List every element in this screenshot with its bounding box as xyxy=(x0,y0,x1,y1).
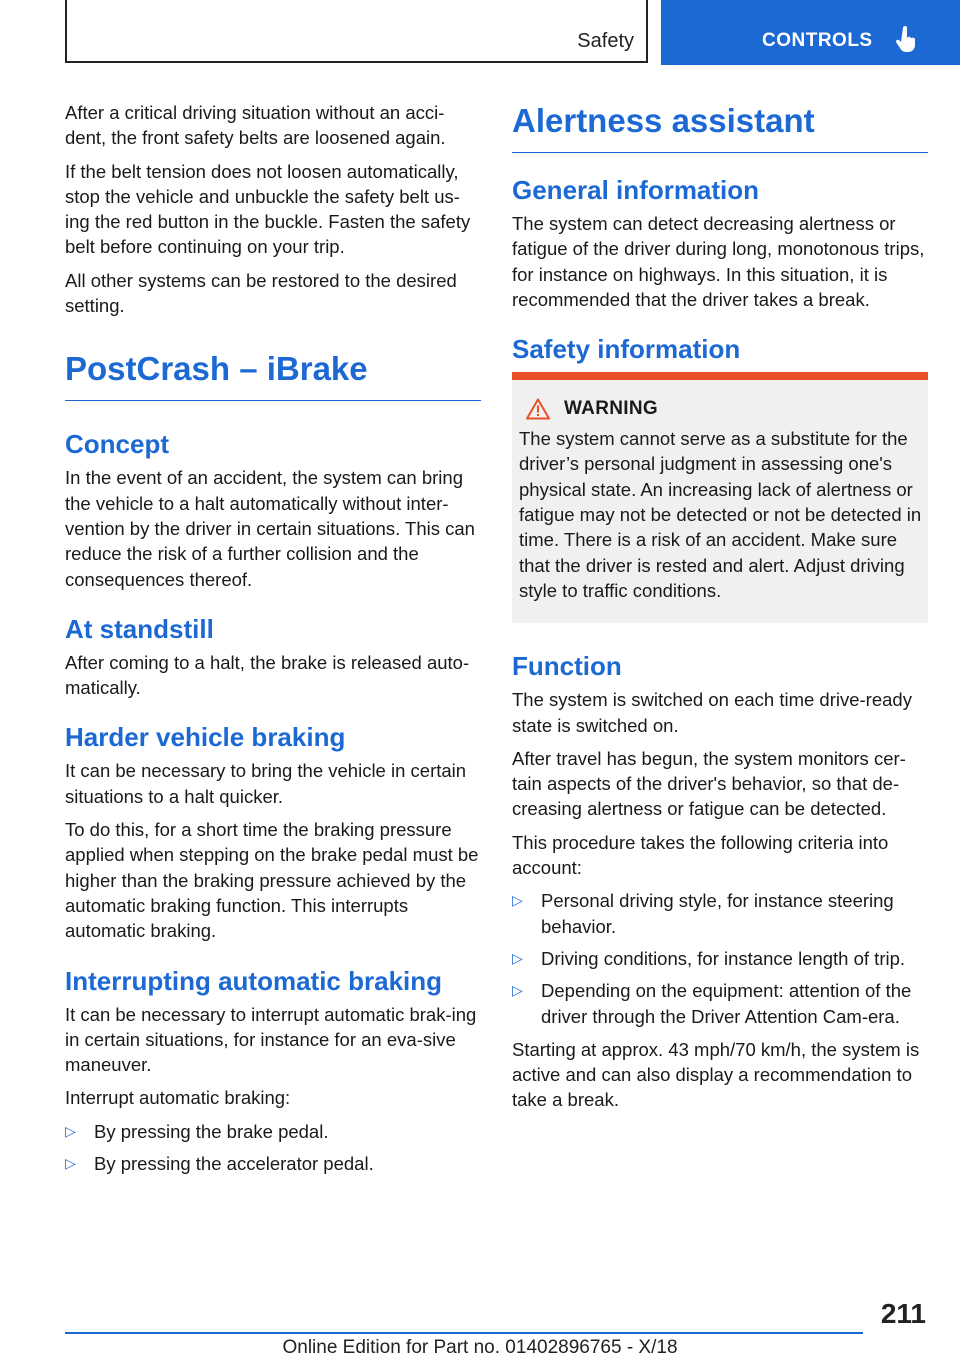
bullet-triangle-icon: ▷ xyxy=(512,892,523,909)
harder-braking-heading: Harder vehicle braking xyxy=(65,722,346,753)
interrupt-braking-text: It can be necessary to interrupt automatic brak-ing in certain situations, for instance for an eva-sive maneuver. xyxy=(65,1003,477,1076)
alertness-title: Alertness assistant xyxy=(512,102,928,153)
page-number: 211 xyxy=(880,1298,926,1329)
harder-braking-text: It can be necessary to bring the vehicle in certain situations to a halt quicker. xyxy=(65,760,467,807)
left-column xyxy=(65,100,481,1184)
list-item xyxy=(512,978,928,1029)
warning-title: WARNING xyxy=(564,398,658,420)
intro-paragraph: All other systems can be restored to the desired setting. xyxy=(65,269,457,317)
warning-box xyxy=(512,372,928,623)
right-column xyxy=(512,100,928,1121)
list-item-text: By pressing the brake pedal. xyxy=(94,1120,329,1142)
list-item-text: Depending on the equipment: attention of the driver through the Driver Attention Cam-era. xyxy=(541,980,912,1027)
bullet-triangle-icon: ▷ xyxy=(512,949,523,966)
intro-paragraph: If the belt tension does not loosen automatically, stop the vehicle and unbuckle the safety belt us-ing the red button in the buckle. Fasten the safety belt before continuing on your trip. xyxy=(65,160,471,258)
list-item xyxy=(512,888,928,939)
postcrash-title: PostCrash – iBrake xyxy=(65,350,481,401)
function-heading: Function xyxy=(512,651,622,682)
footer-divider xyxy=(65,1332,863,1334)
warning-text: The system cannot serve as a substitute for the driver’s personal judgment in assessing one's physical state. An increasing lack of alertness or fatigue may not be detected or not be detected in time. There is a risk of an accident. Make sure that the driver is rested and alert. Adjust driving style to traffic conditions. xyxy=(519,428,922,601)
chapter-tab[interactable] xyxy=(661,0,960,65)
chapter-tab-label: CONTROLS xyxy=(762,30,873,51)
concept-heading: Concept xyxy=(65,429,169,460)
interrupt-braking-text: Interrupt automatic braking: xyxy=(65,1087,291,1109)
section-title: Safety xyxy=(577,30,634,52)
interrupt-list xyxy=(65,1119,481,1177)
warning-triangle-icon xyxy=(526,398,550,420)
list-item xyxy=(512,946,928,971)
function-text: After travel has begun, the system monitors cer-tain aspects of the driver's behavior, so that de-creasing alertness or fatigue can be detected. xyxy=(512,747,906,820)
interrupt-braking-heading: Interrupting automatic braking xyxy=(65,965,443,996)
list-item-text: Personal driving style, for instance steering behavior. xyxy=(541,890,894,937)
concept-text: In the event of an accident, the system can bring the vehicle to a halt automatically without inter-vention by the driver in certain situations. This can reduce the risk of a further collision and the consequences thereof. xyxy=(65,467,475,590)
list-item-text: By pressing the accelerator pedal. xyxy=(94,1153,374,1175)
intro-paragraph: After a critical driving situation without an acci-dent, the front safety belts are loosened again. xyxy=(65,102,446,149)
standstill-heading: At standstill xyxy=(65,613,214,644)
bullet-triangle-icon: ▷ xyxy=(512,982,523,999)
list-item xyxy=(65,1151,481,1176)
pointing-hand-icon xyxy=(894,26,918,54)
general-info-heading: General information xyxy=(512,175,760,205)
bullet-triangle-icon: ▷ xyxy=(65,1155,76,1172)
list-item-text: Driving conditions, for instance length of trip. xyxy=(541,947,906,969)
function-text: The system is switched on each time drive-ready state is switched on. xyxy=(512,689,912,736)
bullet-triangle-icon: ▷ xyxy=(65,1122,76,1139)
list-item xyxy=(65,1119,481,1144)
general-info-text: The system can detect decreasing alertness or fatigue of the driver during long, monotonous trips, for instance on highways. In this situation, it is recommended that the driver takes a break. xyxy=(512,213,925,310)
header-section-box xyxy=(65,0,648,63)
safety-info-heading: Safety information xyxy=(512,334,741,365)
edition-note: Online Edition for Part no. 01402896765 - X/18 xyxy=(282,1337,678,1358)
function-text: This procedure takes the following criteria into account: xyxy=(512,831,889,879)
closing-text: Starting at approx. 43 mph/70 km/h, the system is active and can also display a recommendation to take a break. xyxy=(512,1038,920,1111)
warning-title-row xyxy=(519,398,922,420)
harder-braking-text: To do this, for a short time the braking pressure applied when stepping on the brake pedal must be higher than the braking pressure achieved by the automatic braking function. This interrupts automatic braking. xyxy=(65,819,479,942)
criteria-list xyxy=(512,888,928,1028)
standstill-text: After coming to a halt, the brake is released auto-matically. xyxy=(65,651,470,699)
